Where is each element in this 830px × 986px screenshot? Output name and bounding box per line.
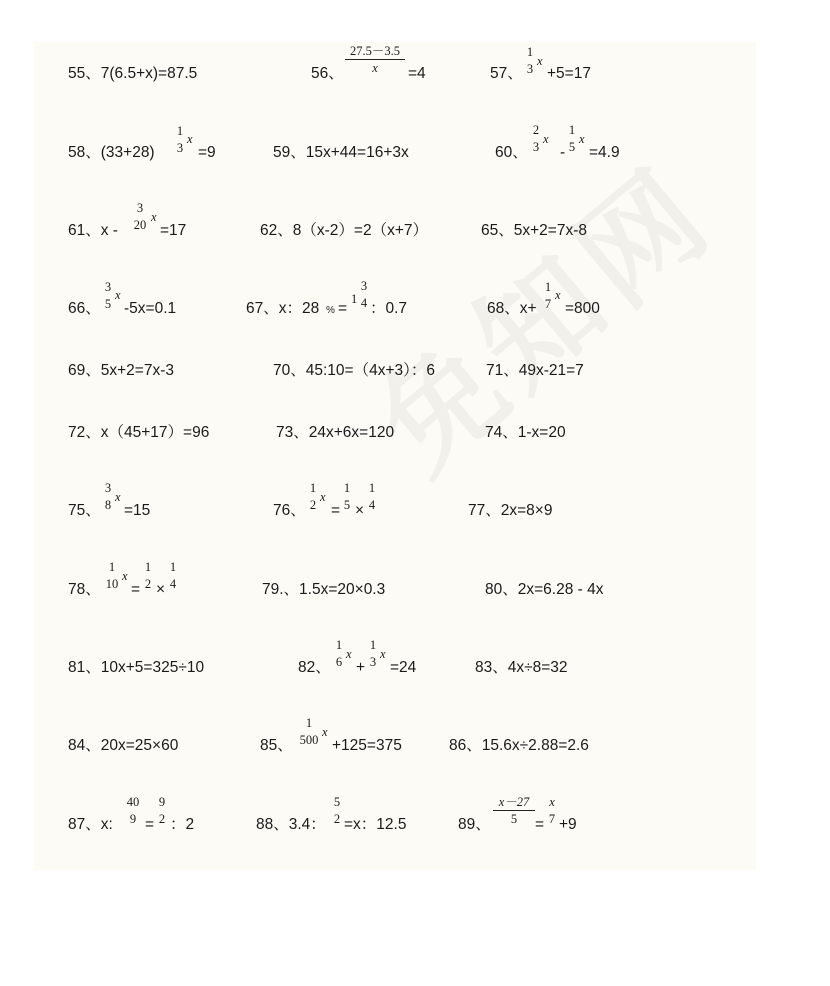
equation-81: 81、10x+5=325÷10 (68, 659, 205, 676)
equation-73: 73、24x+6x=120 (276, 424, 395, 441)
equation-80: 80、2x=6.28 - 4x (485, 581, 604, 598)
equation-86: 86、15.6x÷2.88=2.6 (449, 737, 589, 754)
equation-84: 84、20x=25×60 (68, 737, 179, 754)
equation-83: 83、4x÷8=32 (475, 659, 568, 676)
equation-70: 70、45:10=（4x+3）：6 (273, 362, 435, 379)
equation-71: 71、49x-21=7 (486, 362, 584, 379)
equation-62: 62、8（x-2）=2（x+7） (260, 222, 428, 239)
equation-55: 55、7(6.5+x)=87.5 (68, 65, 198, 82)
equation-59: 59、15x+44=16+3x (273, 144, 409, 161)
equation-69: 69、5x+2=7x-3 (68, 362, 174, 379)
equation-65: 65、5x+2=7x-8 (481, 222, 587, 239)
equation-77: 77、2x=8×9 (468, 502, 553, 519)
equation-79: 79.、1.5x=20×0.3 (262, 581, 386, 598)
equation-74: 74、1-x=20 (485, 424, 566, 441)
equation-72: 72、x（45+17）=96 (68, 424, 210, 441)
